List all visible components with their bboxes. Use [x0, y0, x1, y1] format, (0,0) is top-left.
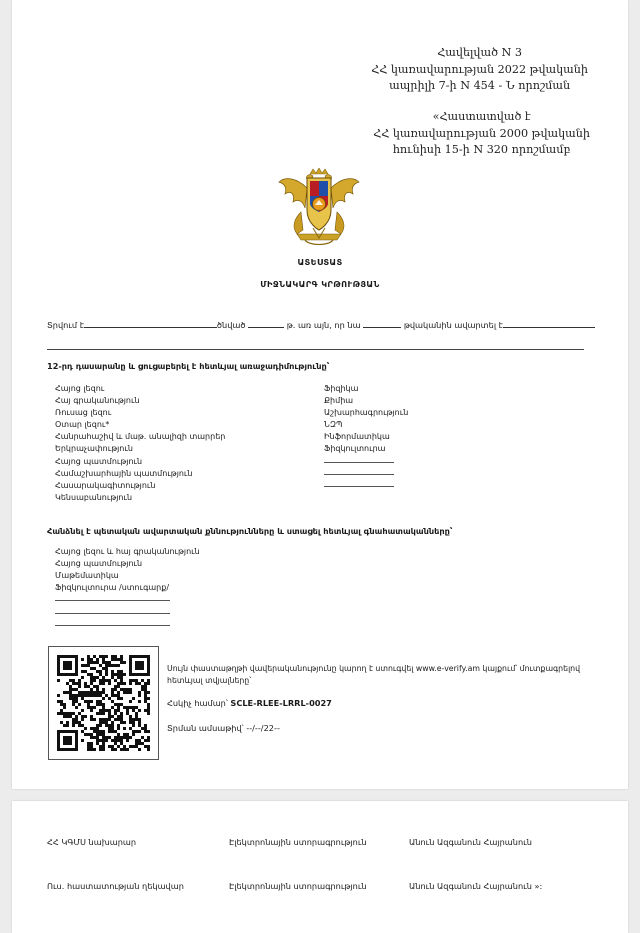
signer-position: ՀՀ ԿԳՄՍ նախարար	[47, 837, 137, 847]
graduation-year-label: թվականին ավարտել է	[403, 320, 503, 330]
subject-item: Հայ գրականություն	[55, 396, 140, 406]
subject-item: Հասարակագիտություն	[55, 480, 156, 490]
subject-item: Հայոց պատմություն	[55, 456, 143, 466]
issue-date-value: --/--/22--	[246, 723, 280, 733]
exams-section-heading: Հանձնել է պետական ավարտական քննությունները և ստացել հետևյալ գնահատականները՝	[47, 526, 453, 536]
exam-subject-item: Ֆիզկուլտուրա /ստուգարք/	[55, 583, 170, 593]
subject-item: Ռուսաց լեզու	[55, 408, 112, 418]
electronic-signature: Էլեկտրոնային ստորագրություն	[229, 837, 367, 847]
subject-item: Կենսաբանություն	[55, 492, 133, 502]
certificate-subtitle: ՄԻՋՆԱԿԱՐԳ ԿՐԹՈՒԹՅԱՆ	[260, 279, 380, 289]
signer-name: Անուն Ազգանուն Հայրանուն »:	[409, 881, 543, 891]
certificate-page-1	[12, 0, 628, 789]
born-label: ծնված	[216, 320, 246, 330]
appendix-line: ապրիլի 7-ի N 454 - Ն որոշման	[389, 79, 571, 92]
subject-item: Երկրաչափություն	[55, 444, 133, 454]
recipient-name-blank	[84, 320, 217, 328]
signer-position: Ուս. հաստատության ղեկավար	[47, 881, 184, 891]
extra-exam-blank	[55, 601, 170, 613]
extra-subject-blank	[324, 475, 394, 487]
grades-subjects-left	[55, 383, 225, 504]
statement-text: առ այն, որ նա	[297, 320, 361, 330]
verification-code-line	[167, 698, 332, 708]
subject-item: Հանրահաշիվ և մաթ. անալիզի տարրեր	[55, 432, 226, 442]
issued-to-line	[47, 320, 592, 330]
qr-code[interactable]	[48, 646, 159, 760]
birth-year-blank	[248, 320, 284, 328]
appendix-reference	[371, 45, 588, 95]
exam-subjects	[55, 546, 200, 631]
issue-date-label: Տրման ամսաթիվ՝	[167, 723, 244, 733]
subject-item: Օտար լեզու*	[55, 420, 110, 430]
issued-to-label: Տրվում է	[47, 320, 84, 330]
exam-subject-item: Մաթեմատիկա	[55, 571, 119, 581]
graduation-year-blank	[363, 320, 401, 328]
verification-code-label: Հսկիչ համար՝	[167, 698, 228, 708]
subject-item: Ինֆորմատիկա	[324, 432, 390, 442]
approval-line: «Հաստատված է	[432, 110, 531, 123]
extra-subject-blank	[324, 451, 394, 463]
extra-exam-blank	[55, 589, 170, 601]
signer-name: Անուն Ազգանուն Հայրանուն	[409, 837, 532, 847]
subject-item: Ֆիզկուլտուրա	[324, 444, 386, 454]
school-name-blank	[503, 320, 595, 328]
certificate-page-2	[12, 801, 628, 933]
exam-subject-item: Հայոց լեզու և հայ գրականություն	[55, 547, 200, 556]
exam-subject-item: Հայոց պատմություն	[55, 559, 143, 569]
electronic-signature: Էլեկտրոնային ստորագրություն	[229, 881, 367, 891]
appendix-line: ՀՀ կառավարության 2022 թվականի	[371, 62, 588, 76]
extra-exam-blank	[55, 614, 170, 626]
school-name-continuation-line	[47, 349, 584, 350]
coat-of-arms-emblem	[277, 168, 361, 248]
approval-line: հունիսի 15-ի N 320 որոշմամբ	[392, 143, 571, 156]
subject-item: Ֆիզիկա	[324, 384, 359, 393]
qr-code-icon	[57, 655, 150, 751]
subject-item: Համաշխարհային պատմություն	[55, 468, 193, 478]
appendix-line: Հավելված N 3	[437, 46, 522, 59]
grades-subjects-right	[324, 383, 408, 492]
certificate-title: ԱՏԵՍՏԱՏ	[297, 257, 343, 267]
grades-section-heading: 12-րդ դասարանը և ցուցաբերել է հետևյալ առաջադիմությունը՝	[47, 361, 330, 371]
subject-item: Քիմիա	[324, 396, 354, 406]
extra-subject-blank	[324, 463, 394, 475]
verification-code-value[interactable]: SCLE-RLEE-LRRL-0027	[230, 698, 332, 708]
year-abbreviation: թ.	[286, 320, 296, 330]
approval-reference	[373, 109, 590, 159]
verification-instructions: Սույն փաստաթղթի վավերականությունը կարող է ստուգվել www.e-verify.am կայքում՝ մուտքագրելով հետևյալ տվյալները՝	[167, 664, 581, 685]
subject-item: ՆԶՊ	[324, 420, 343, 430]
subject-item: Հայոց լեզու	[55, 384, 105, 393]
subject-item: Աշխարհագրություն	[324, 408, 409, 418]
approval-line: ՀՀ կառավարության 2000 թվականի	[373, 126, 590, 140]
issue-date-line	[167, 723, 280, 733]
